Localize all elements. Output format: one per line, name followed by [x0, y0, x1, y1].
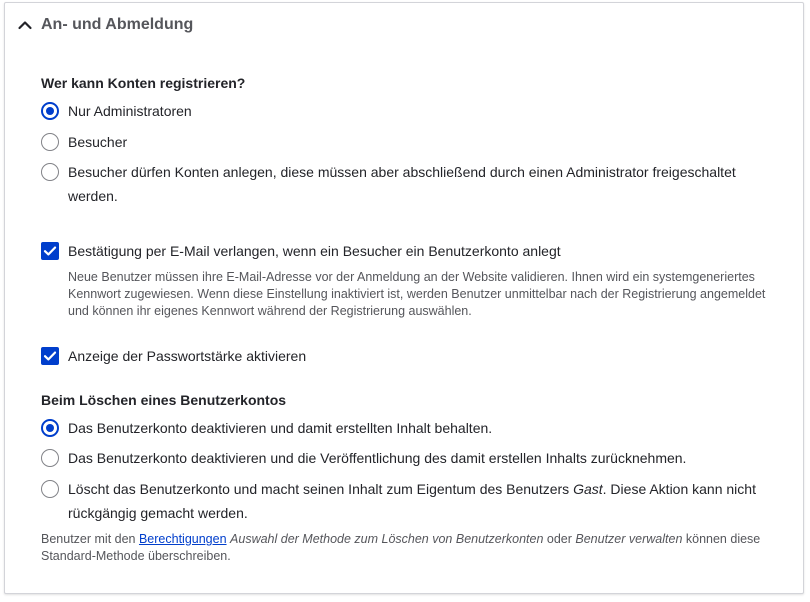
- section-toggle[interactable]: [17, 16, 193, 34]
- option-label: Besucher dürfen Konten anlegen, diese müssen aber abschließend durch einen Administrator freigeschaltet werden.: [68, 164, 736, 204]
- option-label: Besucher: [68, 134, 128, 150]
- radio-button[interactable]: [41, 102, 59, 120]
- checkmark-icon: [43, 349, 57, 363]
- cancel-method-group-label: Beim Löschen eines Benutzerkontos: [41, 392, 287, 408]
- checkbox[interactable]: [41, 347, 59, 365]
- registration-option-admin[interactable]: [41, 99, 758, 123]
- radio-button[interactable]: [41, 480, 59, 498]
- radio-button[interactable]: [41, 419, 59, 437]
- registration-option-visitors-approval[interactable]: [41, 160, 758, 208]
- email-verification-option[interactable]: [41, 239, 758, 263]
- cancel-option-reassign[interactable]: [41, 477, 758, 525]
- cancel-option-block-unpublish[interactable]: [41, 446, 758, 470]
- email-verification-description: Neue Benutzer müssen ihre E-Mail-Adresse vor der Anmeldung an der Website validieren. Ihnen wird ein systemgeneriertes Kennwort zugewiesen. Wenn diese Einstellung inaktiviert ist, werden Benutzer unmittelbar nach der Registrierung angemeldet und können ihr eigenes Kennwort während der Registrierung auswählen.: [68, 270, 766, 318]
- cancel-method-description: Benutzer mit den Berechtigungen Auswahl der Methode zum Löschen von Benutzerkonten oder Benutzer verwalten können diese Standard-Methode überschreiben.: [41, 532, 761, 563]
- chevron-up-icon: [17, 17, 33, 33]
- option-label: Anzeige der Passwortstärke aktivieren: [68, 348, 307, 364]
- radio-button[interactable]: [41, 133, 59, 151]
- option-label: Das Benutzerkonto deaktivieren und damit erstellten Inhalt behalten.: [68, 420, 493, 436]
- checkmark-icon: [43, 244, 57, 258]
- checkbox[interactable]: [41, 242, 59, 260]
- password-strength-option[interactable]: [41, 344, 758, 368]
- permissions-link[interactable]: Berechtigungen: [138, 532, 227, 546]
- account-settings-panel: [4, 2, 804, 594]
- option-label: Das Benutzerkonto deaktivieren und die Veröffentlichung des damit erstellen Inhalts zurücknehmen.: [68, 450, 687, 466]
- radio-button[interactable]: [41, 163, 59, 181]
- registration-option-visitors[interactable]: [41, 130, 758, 154]
- registration-group-label: Wer kann Konten registrieren?: [41, 75, 246, 91]
- option-label: Löscht das Benutzerkonto und macht seinen Inhalt zum Eigentum des Benutzers Gast. Diese Aktion kann nicht rückgängig gemacht werden.: [68, 481, 756, 521]
- section-title: An- und Abmeldung: [41, 16, 194, 33]
- cancel-option-block-keep[interactable]: [41, 416, 758, 440]
- option-label: Nur Administratoren: [68, 103, 192, 119]
- option-label: Bestätigung per E-Mail verlangen, wenn ein Besucher ein Benutzerkonto anlegt: [68, 243, 561, 259]
- radio-button[interactable]: [41, 449, 59, 467]
